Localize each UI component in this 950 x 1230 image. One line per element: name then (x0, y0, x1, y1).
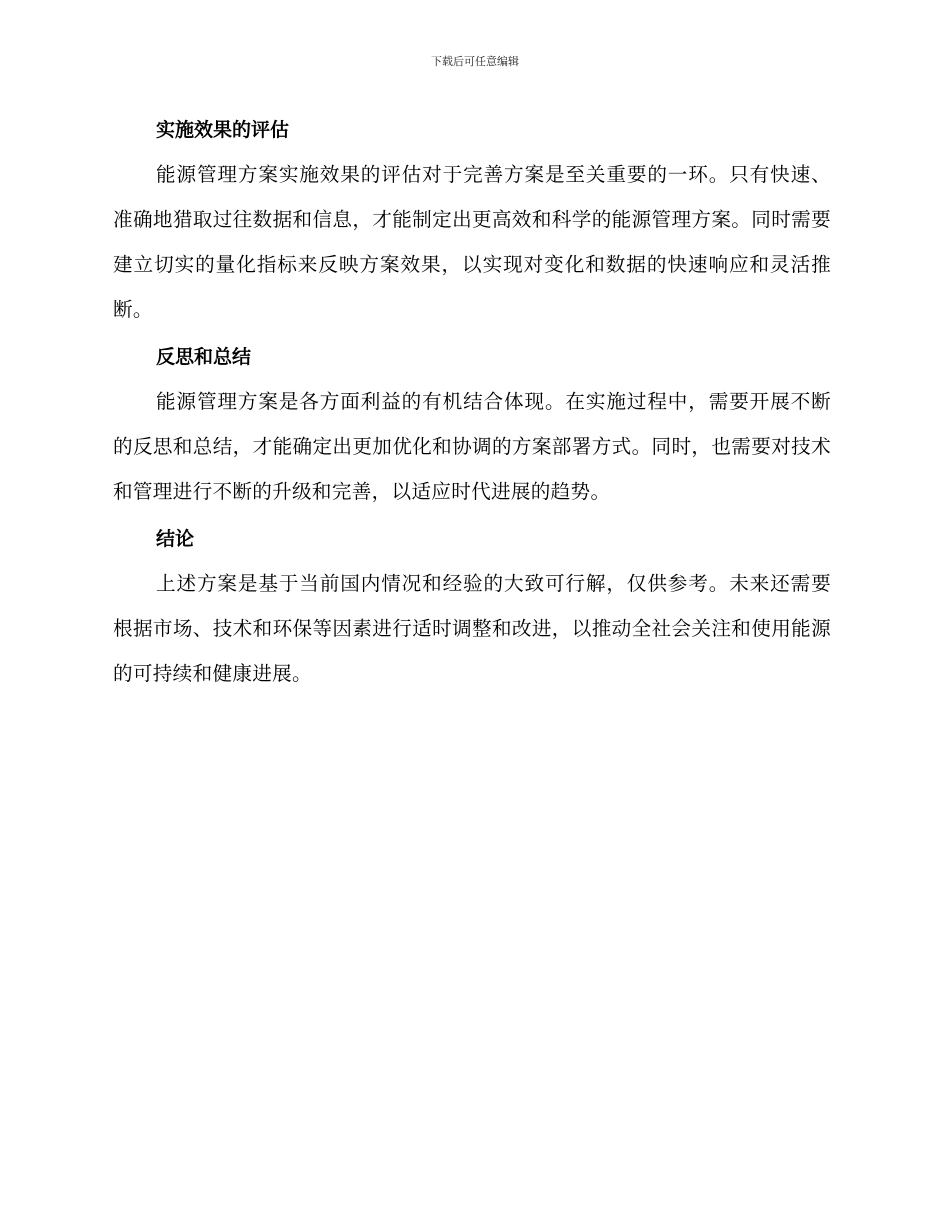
section-heading: 反思和总结 (156, 346, 252, 368)
section-reflection (113, 335, 831, 514)
section-conclusion (113, 517, 831, 696)
document-body (113, 108, 831, 699)
section-heading: 结论 (156, 528, 195, 550)
section-evaluation (113, 108, 831, 332)
section-heading: 实施效果的评估 (156, 119, 290, 141)
section-paragraph: 能源管理方案是各方面利益的有机结合体现。在实施过程中，需要开展不断的反思和总结，才能确定出更加优化和协调的方案部署方式。同时，也需要对技术和管理进行不断的升级和完善，以适应时代进展的趋势。 (113, 390, 831, 503)
page-header: 下载后可任意编辑 (431, 55, 519, 68)
section-paragraph: 能源管理方案实施效果的评估对于完善方案是至关重要的一环。只有快速、准确地猎取过往数据和信息，才能制定出更高效和科学的能源管理方案。同时需要建立切实的量化指标来反映方案效果，以实现对变化和数据的快速响应和灵活推断。 (113, 163, 831, 321)
section-paragraph: 上述方案是基于当前国内情况和经验的大致可行解，仅供参考。未来还需要根据市场、技术和环保等因素进行适时调整和改进，以推动全社会关注和使用能源的可持续和健康进展。 (113, 572, 831, 685)
